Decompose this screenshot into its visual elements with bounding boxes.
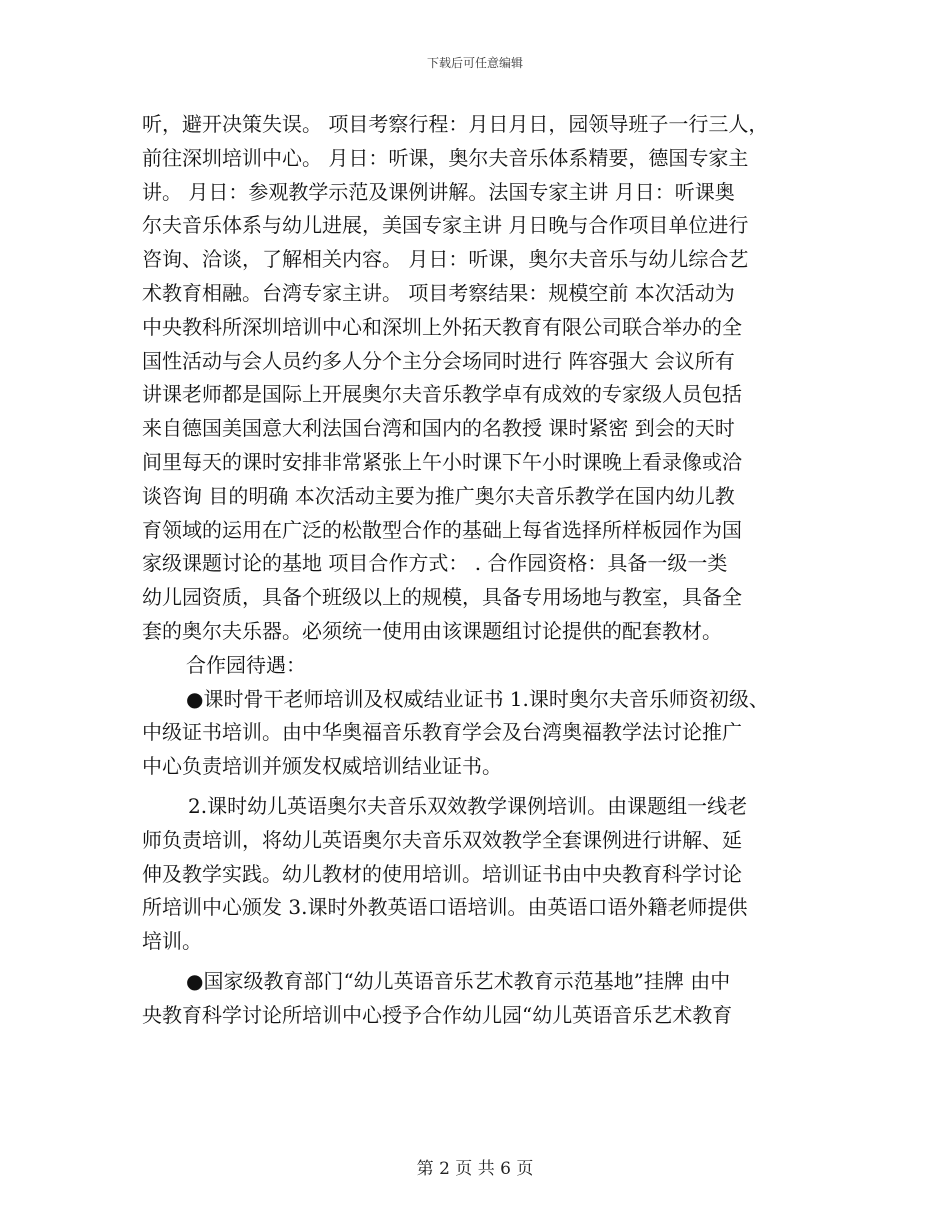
text-line: 幼儿园资质，具备个班级以上的规模，具备专用场地与教室，具备全 — [142, 585, 742, 610]
paragraph-itinerary — [142, 108, 802, 649]
text-line: 套的奥尔夫乐器。必须统一使用由该课题组讨论提供的配套教材。 — [142, 618, 722, 643]
text-line: 谈咨询 目的明确 本次活动主要为推广奥尔夫音乐教学在国内幼儿教 — [142, 483, 735, 508]
text-line: 培训。 — [142, 929, 202, 954]
paragraph-demonstration-base — [142, 965, 802, 1033]
text-line: ●课时骨干老师培训及权威结业证书 1.课时奥尔夫音乐师资初级、 — [186, 686, 769, 711]
text-line: 来自德国美国意大利法国台湾和国内的名教授 课时紧密 到会的天时 — [142, 416, 735, 441]
paragraph-benefits-heading — [142, 649, 802, 683]
paragraph-english-training — [142, 790, 802, 959]
text-line: 伸及教学实践。幼儿教材的使用培训。培训证书由中央教育科学讨论 — [142, 861, 742, 886]
text-line: 家级课题讨论的基地 项目合作方式： . 合作园资格：具备一级一类 — [142, 551, 728, 576]
text-line: 前往深圳培训中心。 月日：听课，奥尔夫音乐体系精要，德国专家主 — [142, 145, 749, 170]
page-number-footer: 第 2 页 共 6 页 — [416, 1159, 534, 1179]
page-header: 下载后可任意编辑 — [426, 56, 523, 70]
text-line: 术教育相融。台湾专家主讲。 项目考察结果：规模空前 本次活动为 — [142, 280, 735, 305]
text-line: 讲课老师都是国际上开展奥尔夫音乐教学卓有成效的专家级人员包括 — [142, 382, 742, 407]
text-line: 合作园待遇： — [186, 652, 306, 677]
text-line: 中心负责培训并颁发权威培训结业证书。 — [142, 754, 502, 779]
paragraph-training-certificate — [142, 683, 802, 784]
text-line: 咨询、洽谈，了解相关内容。 月日：听课，奥尔夫音乐与幼儿综合艺 — [142, 247, 749, 272]
text-line: 国性活动与会人员约多人分个主分会场同时进行 阵容强大 会议所有 — [142, 348, 735, 373]
text-line: 间里每天的课时安排非常紧张上午小时课下午小时课晚上看录像或洽 — [142, 449, 742, 474]
text-line: 2.课时幼儿英语奥尔夫音乐双效教学课例培训。由课题组一线老 — [188, 793, 748, 818]
text-line: 师负责培训，将幼儿英语奥尔夫音乐双效教学全套课例进行讲解、延 — [142, 827, 742, 852]
text-line: 尔夫音乐体系与幼儿进展，美国专家主讲 月日晚与合作项目单位进行 — [142, 213, 749, 238]
text-line: ●国家级教育部门“幼儿英语音乐艺术教育示范基地”挂牌 由中 — [186, 968, 731, 993]
text-line: 听，避开决策失误。 项目考察行程：月日月日，园领导班子一行三人， — [142, 112, 769, 136]
text-line: 中级证书培训。由中华奥福音乐教育学会及台湾奥福教学法讨论推广 — [142, 720, 742, 745]
text-line: 育领域的运用在广泛的松散型合作的基础上每省选择所样板园作为国 — [142, 517, 742, 542]
text-line: 讲。 月日：参观教学示范及课例讲解。法国专家主讲 月日：听课奥 — [142, 179, 735, 204]
text-line: 中央教科所深圳培训中心和深圳上外拓天教育有限公司联合举办的全 — [142, 314, 742, 339]
text-line: 所培训中心颁发 3.课时外教英语口语培训。由英语口语外籍老师提供 — [142, 895, 748, 920]
document-body — [142, 108, 802, 1033]
text-line: 央教育科学讨论所培训中心授予合作幼儿园“幼儿英语音乐艺术教育 — [142, 1002, 733, 1027]
